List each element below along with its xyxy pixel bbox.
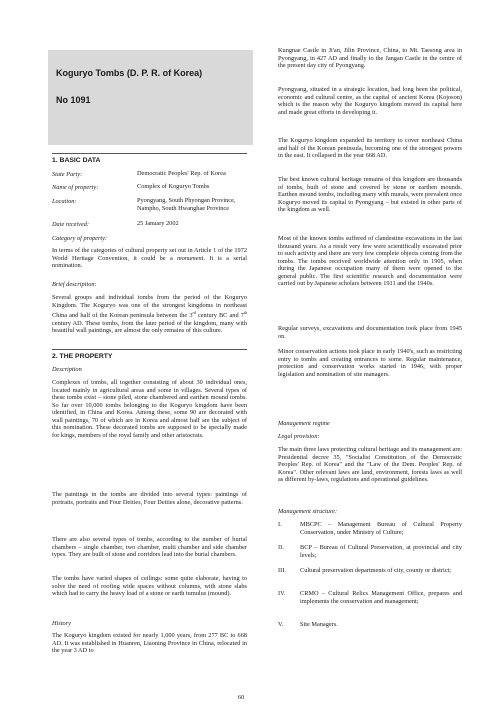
document-title: Koguryo Tombs (D. P. R. of Korea) [56, 68, 203, 78]
list-item-number: I. [278, 521, 282, 528]
legal-text: The main three laws protecting cultural heritage and its management are: Presidential decree 35, "Socialist Constitution of the Democratic Peoples' Rep. of Korea" and the "Law of the Dem. Peoples' Rep. of Korea". Other relevant laws are land, environment, forests laws as well as different by-laws, regulations and operational guidelines. [278, 446, 462, 483]
right-text-5: Most of the known tombs suffered of clandestine excavations in the last thousand years. As a result very few were scientifically excavated prior to such activity and there are very few complete objects coming from the tombs. The tombs received worldwide attention only in 1905, when during the Japanese occupation many of them were opened to the general public. The first scientific research and documentation were carried out by Japanese scholars between 1911 and the 1940s. [278, 235, 462, 287]
management-regime-label: Management regime [278, 420, 330, 427]
right-paragraph-1 [278, 47, 462, 70]
category-label: Category of property: [52, 235, 108, 242]
list-item-text: Cultural preservation departments of city, county or district; [300, 567, 452, 574]
description-paragraph-1 [52, 379, 247, 439]
right-paragraph-5 [278, 235, 462, 288]
property-heading: 2. THE PROPERTY [52, 353, 113, 360]
description-text-3: There are also several types of tombs, according to the number of burial chambers – single chamber, two chamber, multi chamber and side chamber types. They are built of stone and corridors lead into the burial chambers. [52, 536, 247, 558]
history-label: History [52, 620, 71, 627]
date-label: Date received: [52, 221, 90, 228]
history-text: The Koguryo kingdom existed for nearly 1,000 years, from 277 BC to 668 AD. It was established in Huanren, Liaoning Province in China, relocated in the year 3 AD to [52, 632, 247, 654]
date-value: 25 January 2002 [137, 220, 179, 227]
basic-data-heading: 1. BASIC DATA [52, 157, 101, 164]
list-item-number: II. [278, 544, 284, 551]
right-text-1-prefix: Kungnae Castle in [278, 47, 327, 54]
description-paragraph-2 [52, 491, 247, 506]
list-item-text: Site Managers. [300, 621, 338, 628]
right-text-3: The Koguryo kingdom expanded its territory to cover northeast China and half of the Korean peninsula, becoming one of the strongest powers in the east. It collapsed in the year 668 AD. [278, 137, 462, 159]
brief-description-label: Brief description: [52, 281, 97, 288]
right-paragraph-7 [278, 348, 462, 378]
brief-text-1: Several groups and individual tombs from the period of the Koguryo Kingdom. The Koguryo was one of the strongest kingdoms in northeast China and half of the Korean peninsula between the 3 [52, 294, 247, 320]
right-text-7: Minor conservation actions took place in early 1940's, such as restricting entry to tombs and creating entrances to some. Regular maintenance, protection and conservation works started in 1946, with proper legislation and nomination of site managers. [278, 348, 462, 378]
right-text-2: Pyongyang, situated in a strategic location, had long been the political, economic and cultural centre, as the capital of ancient Korea (Kojoson) which is the reason why the Koguryo kingdom moved its capital here and made great efforts in developing it. [278, 86, 462, 116]
management-structure-label: Management structure: [278, 508, 338, 515]
right-text-6: Regular surveys, excavations and documentation took place from 1945 on. [278, 325, 462, 340]
description-text-4: The tombs have varied shapes of ceilings: some quite elaborate, having to solve the need of roofing wide spaces without columns, with stone slabs which had to carry the heavy load of a stone or earth tumulus (mound). [52, 575, 247, 597]
right-paragraph-4 [278, 176, 462, 214]
history-paragraph [52, 632, 247, 655]
legal-paragraph [278, 446, 462, 484]
state-party-label: State Party: [52, 171, 83, 178]
description-paragraph-3 [52, 536, 247, 559]
list-item-text: BCP – Bureau of Cultural Preservation, at provincial and city levels; [300, 544, 462, 559]
right-paragraph-2 [278, 86, 462, 116]
category-text-1: In terms of the categories of cultural property set out in Article 1 of the 1972 World Heritage Convention, it could be a [52, 247, 247, 262]
state-party-value: Democratic Peoples' Rep. of Korea [137, 170, 226, 177]
category-paragraph [52, 247, 247, 270]
brief-sup-2: th [243, 310, 247, 315]
name-value: Complex of Koguryo Tombs [137, 183, 210, 190]
description-paragraph-4 [52, 575, 247, 598]
section-rule [52, 349, 247, 350]
brief-text-2: century BC and 7 [195, 312, 244, 320]
location-value-1: Pyongyang, South Phyongan Province, [137, 197, 236, 204]
right-paragraph-3 [278, 137, 462, 160]
brief-description-paragraph [52, 294, 247, 335]
section-rule [52, 153, 247, 154]
location-label: Location: [52, 198, 77, 205]
brief-text-3: century AD. These tombs, from the later period of the kingdom, many with beautiful wall paintings, are almost the only remains of this culture. [52, 319, 247, 335]
title-box [48, 50, 253, 145]
description-text-2: The paintings in the tombs are divided into several types: paintings of portraits, portraits and Four Deities, Four Deities alone, decorative patterns. [52, 491, 247, 506]
list-item-number: IV. [278, 590, 286, 597]
document-number: No 1091 [56, 95, 91, 105]
right-text-4: The best known cultural heritage remains of this kingdom are thousands of tombs, built of stone and covered by stone or earthen mounds. Earthen mound tombs, including many with murals, were prevalent once Koguryo moved its capital to Pyongyang – but existed in other parts of the kingdom as well. [278, 176, 462, 213]
name-label: Name of property: [52, 184, 99, 191]
category-monument: monument [177, 254, 204, 262]
brief-sup-1: rd [192, 310, 196, 315]
right-text-1: Ji'an, Jilin Province, China, to Mt. Taesong area in Pyongyang, in 427 AD and finally to the Jangan Castle in the centre of the present day city of Pyongyang. [278, 47, 462, 69]
location-value-2: Nampho, South Hwanghae Province [137, 205, 229, 212]
list-item-text: CRMO – Cultural Relics Management Office, prepares and implements the conservation and management; [300, 590, 462, 605]
category-text-2: . It is a serial nomination. [52, 254, 247, 269]
legal-provision-label: Legal provision: [278, 433, 320, 440]
description-label: Description [52, 366, 82, 373]
right-paragraph-6 [278, 325, 462, 340]
page-number: 60 [238, 694, 245, 701]
list-item-number: III. [278, 567, 286, 574]
list-item-text: MBCPC – Management Bureau of Cultural Property Conservation, under Ministry of Culture; [300, 521, 462, 536]
description-text-1: Complexes of tombs, all together consisting of about 30 individual ones, located mainly in agricultural areas and some in villages. Several types of these tombs exist – stone piled, stone chambered and earthen mound tombs. So far over 10,000 tombs belonging to the Koguryo kingdom have been identified, in China and Korea. Among these, some 90 are decorated with wall paintings, 70 of which are in Korea and almost half are the subject of this nomination. These decorated tombs are supposed to be specially made for kings, members of the royal family and other aristocrats. [52, 379, 247, 439]
list-item-number: V. [278, 621, 284, 628]
